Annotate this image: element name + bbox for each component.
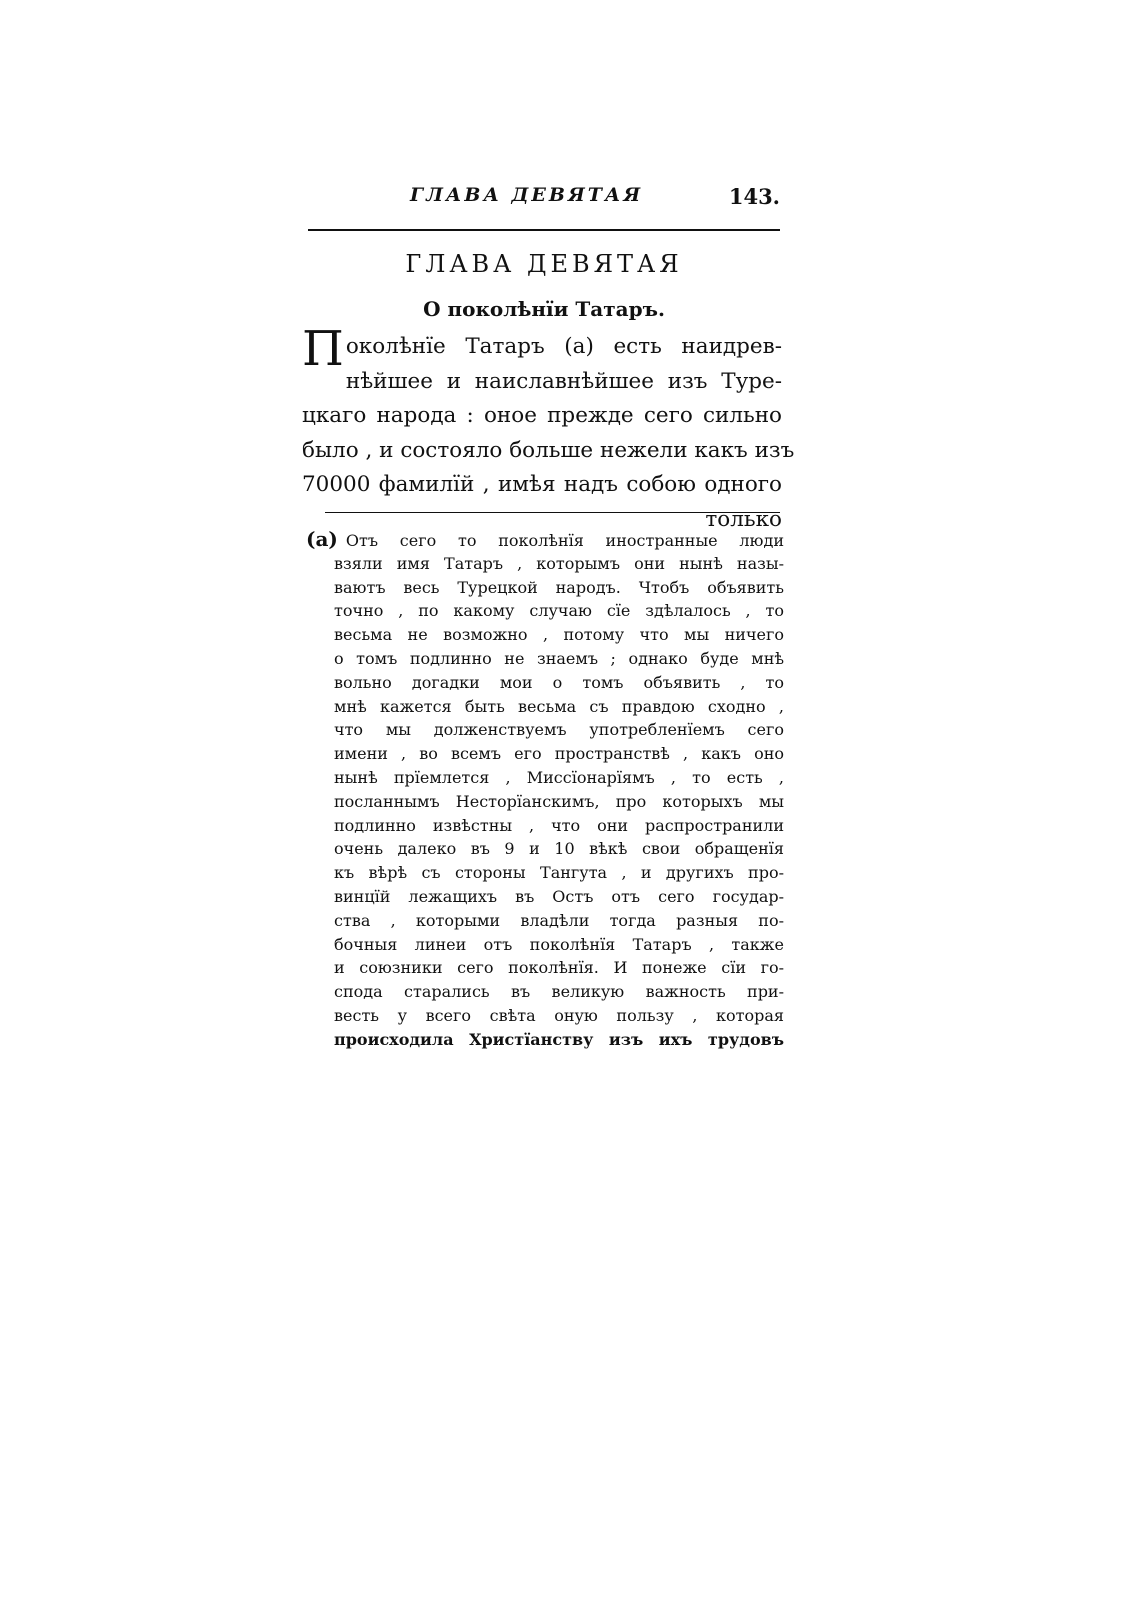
footnote-line: что мы долженствуемъ употребленїемъ сего	[334, 720, 784, 740]
footnote-line: мнѣ кажется быть весьма съ правдою сходно ,	[334, 696, 784, 716]
footnote-line	[306, 528, 784, 552]
footnote-line: вольно догадки мои о томъ объявить , то	[334, 672, 784, 692]
drop-cap: П	[302, 321, 344, 377]
footnote-line-content: Отъ сего то поколѣнїя иностранные люди	[345, 531, 784, 550]
running-head-title: ГЛАВА ДЕВЯТАЯ	[410, 184, 644, 206]
footnote-line: посланнымъ Несторїанскимъ, про которыхъ мы	[334, 791, 784, 811]
main-text-line: 70000 фамилїй , имѣя надъ собою одного	[302, 472, 782, 497]
footnote-rule	[325, 512, 780, 513]
footnote-line: спода старались въ великую важность при-	[334, 982, 784, 1002]
footnote-line: весть у всего свѣта оную пользу , которая	[334, 1005, 784, 1025]
footnote-line: ваютъ весь Турецкой народъ. Чтобъ объявить	[334, 577, 784, 597]
footnote-line: о томъ подлинно не знаемъ ; однако буде мнѣ	[334, 648, 784, 668]
page-number: 143.	[728, 184, 780, 209]
footnote-line: взяли имя Татаръ , которымъ они нынѣ назы-	[334, 553, 784, 573]
footnote-marker: (а)	[306, 527, 338, 551]
footnote-line: подлинно извѣстны , что они распространили	[334, 815, 784, 835]
chapter-title: ГЛАВА ДЕВЯТАЯ	[405, 250, 683, 278]
footnote-line: весьма не возможно , потому что мы ничего	[334, 625, 784, 645]
main-text-line: цкаго народа : оное прежде сего сильно	[302, 403, 782, 428]
header-rule	[308, 229, 780, 231]
main-text	[302, 321, 795, 537]
footnote-line: бочныя линеи отъ поколѣнїя Татаръ , также	[334, 934, 784, 954]
main-text-line: было , и состояло больше нежели какъ изъ	[302, 437, 795, 463]
footnote-line: очень далеко въ 9 и 10 вѣкѣ свои обращенїя	[334, 839, 784, 859]
footnote-line: происходила Христїанству изъ ихъ трудовъ	[334, 1029, 784, 1049]
footnote-line: имени , во всемъ его пространствѣ , какъ оно	[334, 744, 784, 764]
footnote	[306, 528, 784, 1052]
running-head	[310, 184, 780, 214]
footnote-line: точно , по какому случаю сїе здѣлалось , то	[334, 601, 784, 621]
catchword: только	[705, 506, 782, 532]
footnote-line: нынѣ прїемлется , Миссїонарїямъ , то есть ,	[334, 767, 784, 787]
footnote-line: винцїй лежащихъ въ Остъ отъ сего государ-	[334, 886, 784, 906]
footnote-line: и союзники сего поколѣнїя. И понеже сїи го-	[334, 958, 784, 978]
main-text-line-content: околѣнїе Татаръ (а) есть наидрев-	[345, 334, 782, 359]
footnote-line: къ вѣрѣ съ стороны Тангута , и другихъ про-	[334, 863, 784, 883]
main-text-line: нѣйшее и наиславнѣйшее изъ Туре-	[345, 368, 782, 394]
footnote-line: ства , которыми владѣли тогда разныя по-	[334, 910, 784, 930]
main-text-line	[302, 321, 782, 377]
chapter-subtitle: О поколѣнїи Татаръ.	[423, 297, 665, 321]
